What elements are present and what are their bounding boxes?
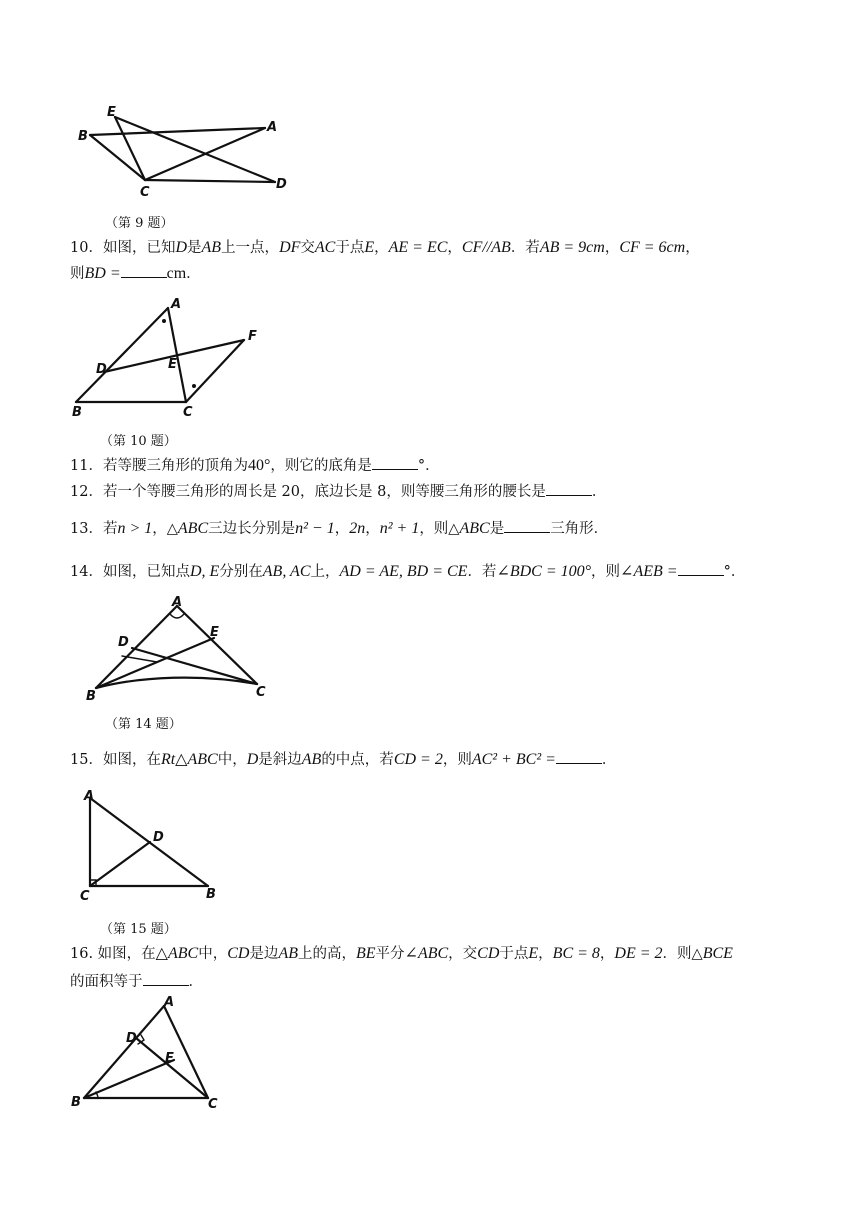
q13-text: 三边长分别是	[208, 521, 296, 537]
fig16-label-b: B	[71, 1095, 81, 1110]
q16-math: AB	[278, 945, 298, 962]
figure-10	[68, 296, 268, 420]
figure-14	[82, 596, 282, 706]
q13-text: ，	[334, 521, 350, 537]
q13-text: ，则△	[419, 521, 460, 537]
answer-blank[interactable]	[143, 972, 189, 986]
q10-eq: CF = 6cm	[619, 239, 686, 256]
question-10-line2	[70, 264, 201, 284]
fig15-label-c: C	[80, 889, 90, 904]
q15-text: ，则	[442, 752, 472, 768]
fig14-label-a: A	[172, 595, 183, 610]
q13-text: 13．若	[70, 521, 118, 537]
q15-text: 中，	[217, 752, 247, 768]
caption-q15: （第 15 题）	[100, 922, 177, 937]
q14-math: ∠BDC = 100°	[496, 563, 592, 580]
q15-math: Rt△ABC	[160, 751, 218, 768]
q10-text: 是	[187, 240, 202, 256]
q13-math: ABC	[177, 520, 209, 537]
fig16-label-e: E	[165, 1051, 174, 1066]
q15-text: 是斜边	[258, 752, 302, 768]
q14-math: ∠AEB =	[620, 563, 678, 580]
fig9-label-b: B	[78, 129, 88, 144]
fig9-label-a: A	[267, 120, 278, 135]
q10-eq: AB = 9cm	[539, 239, 605, 256]
q10-text: ，	[447, 240, 462, 256]
q10-eq: CF//AB	[461, 239, 511, 256]
q10-text: 则	[70, 266, 85, 282]
q13-text: 是	[489, 521, 505, 537]
q16-math: BE	[355, 945, 376, 962]
fig14-label-b: B	[86, 689, 96, 704]
q16-text: ．则△	[662, 946, 703, 962]
figure-16	[68, 994, 238, 1112]
q11-angle: 40°	[247, 457, 271, 474]
q16-text: ，	[599, 946, 615, 962]
fig9-label-c: C	[140, 185, 150, 200]
fig10-label-d: D	[96, 362, 107, 377]
q11-text: °．	[417, 458, 440, 474]
q11-text: ，则它的底角是	[270, 458, 372, 474]
q16-text: 平分	[375, 946, 405, 962]
q10-eq: BD =	[84, 265, 121, 282]
answer-blank[interactable]	[121, 264, 167, 278]
fig16-label-d: D	[126, 1031, 137, 1046]
caption-q9: （第 9 题）	[105, 216, 174, 231]
q14-math: AD = AE, BD = CE	[339, 563, 468, 580]
q13-math: n² + 1	[379, 520, 420, 537]
q10-text: ．若	[510, 240, 540, 256]
q13-math: n > 1	[117, 520, 153, 537]
fig10-label-e: E	[168, 357, 177, 372]
fig16-label-a: A	[164, 995, 175, 1010]
fig15-label-b: B	[206, 887, 216, 902]
q14-text: °．	[723, 564, 746, 580]
question-13	[70, 519, 608, 539]
question-12	[70, 482, 606, 502]
q10-text: ，	[374, 240, 389, 256]
answer-blank[interactable]	[504, 519, 550, 533]
q11-text: 11．若等腰三角形的顶角为	[70, 458, 248, 474]
q16-text: ．	[188, 974, 203, 990]
q14-text: 14．如图，已知点	[70, 564, 190, 580]
q14-math: D, E	[189, 563, 220, 580]
q16-text: 是边	[249, 946, 279, 962]
fig9-label-e: E	[107, 105, 116, 120]
question-11	[70, 456, 440, 476]
fig15-label-d: D	[153, 830, 164, 845]
q16-math: CD	[227, 945, 250, 962]
figure-15	[78, 786, 228, 904]
q14-text: 上，	[310, 564, 340, 580]
q15-text: ．	[601, 752, 617, 768]
question-16-line2	[70, 972, 203, 992]
fig10-label-f: F	[248, 329, 257, 344]
q16-math: CD	[477, 945, 500, 962]
q10-text: 上一点，	[221, 240, 280, 256]
answer-blank[interactable]	[556, 750, 602, 764]
q13-text: 三角形．	[550, 521, 609, 537]
q13-text: ，△	[152, 521, 178, 537]
fig14-label-c: C	[256, 685, 266, 700]
q15-math: AC² + BC² =	[471, 751, 556, 768]
q14-text: ．若	[467, 564, 497, 580]
q14-math: AB, AC	[262, 563, 311, 580]
q13-math: n² − 1	[295, 520, 335, 537]
q16-text: 上的高，	[297, 946, 356, 962]
question-14	[70, 562, 745, 582]
q10-text: ．	[186, 266, 201, 282]
q10-unit: cm	[166, 265, 187, 282]
q15-math: AB	[301, 751, 322, 768]
fig14-label-d: D	[118, 635, 129, 650]
answer-blank[interactable]	[546, 482, 592, 496]
question-10-line1: 10．如图，已知D是AB上一点，DF交AC于点E，AE = EC，CF//AB．若AB = 9cm，CF = 6cm，	[70, 239, 700, 256]
q10-text: ，	[685, 240, 700, 256]
q15-text: 的中点，若	[321, 752, 394, 768]
fig10-label-a: A	[171, 297, 182, 312]
caption-q14: （第 14 题）	[105, 717, 182, 732]
q16-math: E	[528, 945, 539, 962]
q16-math: DE = 2	[614, 945, 663, 962]
q14-text: ，则	[591, 564, 621, 580]
q13-math: 2n	[349, 520, 366, 537]
fig16-label-c: C	[208, 1097, 218, 1112]
fig14-label-e: E	[210, 625, 219, 640]
q16-math: BC = 8	[552, 945, 600, 962]
q16-text: 中，	[198, 946, 228, 962]
q13-text: ，	[365, 521, 380, 537]
q16-text: 的面积等于	[70, 974, 143, 990]
q14-text: 分别在	[219, 564, 263, 580]
answer-blank[interactable]	[372, 456, 418, 470]
q16-math: ∠ABC	[404, 945, 449, 962]
caption-q10: （第 10 题）	[100, 434, 177, 449]
q10-text: 交	[300, 240, 315, 256]
q10-text: 于点	[335, 240, 365, 256]
q15-text: 15．如图，在	[70, 752, 161, 768]
fig10-label-b: B	[72, 405, 82, 420]
q10-text: ，	[604, 240, 620, 256]
q16-text: 16. 如图，在	[70, 946, 156, 962]
q12-text: ．	[591, 484, 607, 500]
q16-math: BCE	[702, 945, 733, 962]
q13-math: ABC	[459, 520, 490, 537]
q15-math: D	[246, 751, 259, 768]
q16-text: ，交	[448, 946, 478, 962]
fig10-label-c: C	[183, 405, 193, 420]
q10-text: 10．如图，已知	[70, 240, 176, 256]
q16-text: ，	[538, 946, 553, 962]
q15-math: CD = 2	[393, 751, 443, 768]
q16-text: 于点	[499, 946, 529, 962]
figure-9	[70, 100, 300, 200]
question-16-line1	[70, 944, 733, 964]
q16-math: △ABC	[155, 945, 199, 962]
fig15-label-a: A	[84, 789, 95, 804]
answer-blank[interactable]	[678, 562, 724, 576]
q12-text: 12．若一个等腰三角形的周长是 20，底边长是 8，则等腰三角形的腰长是	[70, 484, 546, 500]
fig9-label-d: D	[276, 177, 287, 192]
question-15	[70, 750, 616, 770]
q10-eq: AE = EC	[388, 239, 448, 256]
